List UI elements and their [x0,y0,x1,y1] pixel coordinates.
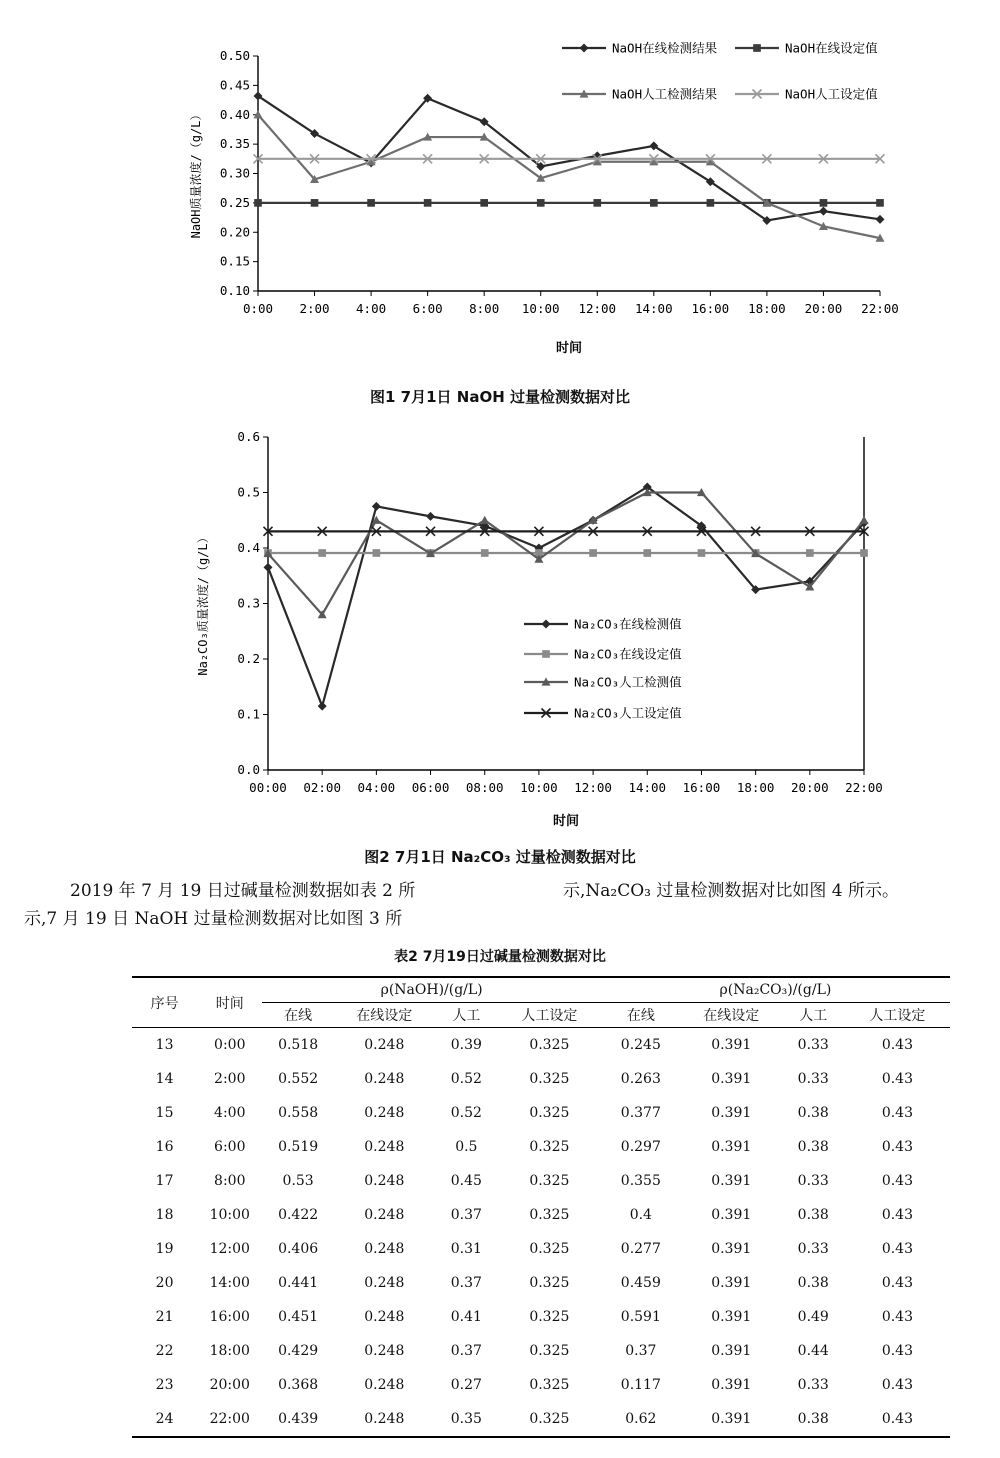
table-cell: 0.325 [529,1207,570,1223]
table-cell: 0.38 [782,1402,845,1437]
x-tick-label: 10:00 [520,780,558,795]
table-cell: 0.248 [364,1071,405,1087]
table-cell: 0.391 [711,1105,752,1121]
data-point [698,549,706,557]
table-cell: 0.33 [797,1071,829,1087]
data-point [481,549,489,557]
data-point [860,516,869,524]
table-cell: 0.441 [278,1275,319,1291]
data-point [650,199,658,207]
table-cell: 0.53 [282,1173,314,1189]
table-cell: 14:00 [209,1275,250,1291]
table-cell: 0.33 [797,1241,829,1257]
table-cell: 0.552 [278,1071,319,1087]
table-cell: 0.49 [797,1309,829,1325]
table-cell: 0.591 [620,1309,661,1325]
x-tick-label: 14:00 [634,301,673,316]
header-naoh-online: 在线 [262,1003,333,1028]
table-cell: 15 [155,1105,174,1121]
table-cell: 0.422 [278,1207,319,1223]
table-cell: 0.558 [278,1105,319,1121]
table-cell: 0.43 [881,1105,913,1121]
header-na2co3-online-set: 在线设定 [681,1003,782,1028]
data-point [589,549,597,557]
table-cell: 0.43 [881,1377,913,1393]
table-cell: 0.4 [629,1207,652,1223]
header-naoh-manual-set: 人工设定 [498,1003,601,1028]
table-cell: 18 [155,1207,174,1223]
y-tick-label: 0.3 [237,595,260,611]
table-cell: 0.391 [711,1037,752,1053]
table-cell: 0.391 [711,1309,752,1325]
table-cell: 0.368 [278,1377,319,1393]
data-point [860,549,868,557]
table-cell: 0.248 [364,1241,405,1257]
table-cell: 0.248 [364,1377,405,1393]
table-row [132,1368,950,1402]
x-tick-label: 06:00 [411,780,450,795]
table-cell: 14 [155,1071,174,1087]
x-tick-label: 16:00 [691,301,730,316]
table-cell: 16 [155,1139,174,1155]
x-tick-label: 02:00 [303,780,342,795]
data-point [318,702,327,711]
x-tick-label: 0:00 [242,301,274,316]
data-point [426,512,435,521]
na2co3-line-chart [0,425,1000,837]
x-tick-label: 12:00 [574,780,612,795]
table-cell: 0.43 [881,1275,913,1291]
x-tick-label: 20:00 [804,301,843,316]
table-row [132,1062,950,1096]
table-cell: 0.43 [881,1173,913,1189]
table-cell: 0.451 [278,1309,319,1325]
y-tick-label: 0.45 [219,77,250,93]
x-tick-label: 8:00 [469,301,500,316]
table-cell: 0.391 [711,1207,752,1223]
x-tick-label: 08:00 [465,780,504,795]
x-tick-label: 18:00 [748,301,786,316]
data-point [254,199,262,207]
table-cell: 0.391 [711,1275,752,1291]
legend-label: Na₂CO₃在线检测值 [574,616,682,632]
data-table [132,976,950,1438]
y-tick-label: 0.5 [237,484,260,500]
table-cell: 0.325 [529,1309,570,1325]
table-cell: 0.38 [797,1207,829,1223]
y-tick-label: 0.10 [219,283,250,298]
header-na2co3-online: 在线 [601,1003,681,1028]
table-cell: 0.5 [455,1139,478,1155]
table-cell: 0.325 [529,1071,570,1087]
x-tick-label: 2:00 [299,301,330,316]
table-cell: 0.391 [711,1343,752,1359]
y-tick-label: 0.4 [237,540,260,555]
data-point [593,199,601,207]
table-cell: 17 [155,1173,174,1189]
y-tick-label: 0.35 [219,136,250,152]
table-cell: 6:00 [214,1139,246,1155]
table-cell: 0.391 [711,1173,752,1189]
table-cell: 0.248 [364,1343,405,1359]
table-cell: 0.38 [797,1139,829,1155]
table-cell: 0.43 [881,1037,913,1053]
paragraph-line-2: 示,7 月 19 日 NaOH 过量检测数据对比如图 3 所 [24,909,403,929]
table-cell: 0.297 [620,1139,661,1155]
table-cell: 0.31 [450,1241,482,1257]
table-cell: 0.37 [450,1343,482,1359]
table-row [132,1096,950,1130]
data-point [264,563,273,572]
data-point [367,199,375,207]
table-cell: 0.33 [797,1037,829,1053]
x-tick-label: 04:00 [357,780,396,795]
table-cell: 0.406 [278,1241,319,1257]
table-cell: 22:00 [197,1402,262,1437]
table-cell: 20:00 [209,1377,250,1393]
table-cell: 0.117 [620,1377,661,1393]
data-point [806,549,814,557]
x-axis-title: 时间 [552,814,580,829]
table-cell: 0.62 [601,1402,681,1437]
table-cell: 0.277 [620,1241,661,1257]
table-cell: 0.391 [711,1071,752,1087]
figure-2-caption: 图2 7月1日 Na₂CO₃ 过量检测数据对比 [364,848,636,866]
legend-label: NaOH人工检测结果 [612,86,718,102]
table-cell: 22 [155,1343,174,1359]
table-cell: 10:00 [209,1207,250,1223]
table-cell: 0.43 [881,1071,913,1087]
table-cell: 0.248 [364,1207,405,1223]
table-cell: 0.39 [450,1037,482,1053]
legend-label: Na₂CO₃人工设定值 [574,705,682,721]
x-tick-label: 14:00 [628,780,667,795]
x-tick-label: 18:00 [736,780,775,795]
table-row [132,1300,950,1334]
table-caption: 表2 7月19日过碱量检测数据对比 [394,949,606,965]
x-tick-label: 00:00 [249,780,287,795]
data-point [819,207,828,216]
table-cell: 0.439 [262,1402,333,1437]
table-cell: 0.38 [797,1275,829,1291]
header-naoh-online-set: 在线设定 [334,1003,435,1028]
legend-label: NaOH人工设定值 [785,86,878,102]
table-cell: 0.377 [620,1105,661,1121]
table-cell: 0.518 [278,1037,319,1053]
table-cell: 18:00 [209,1343,250,1359]
table-cell: 0.248 [364,1139,405,1155]
x-tick-label: 22:00 [845,780,883,795]
x-tick-label: 10:00 [521,301,560,316]
header-naoh-manual: 人工 [435,1003,498,1028]
data-point [480,516,489,524]
table-cell: 0.325 [529,1139,570,1155]
y-tick-label: 0.40 [219,106,250,122]
table-cell: 0.27 [450,1377,482,1393]
table-cell: 13 [155,1037,174,1053]
table-cell: 23 [155,1377,174,1393]
legend-label: Na₂CO₃在线设定值 [574,646,682,662]
table-cell: 24 [132,1402,197,1437]
paragraph-line-1: 2019 年 7 月 19 日过碱量检测数据如表 2 所 [70,881,416,901]
table-cell: 0.44 [797,1343,829,1359]
table-cell: 0.325 [529,1241,570,1257]
data-point [372,502,381,511]
data-point [537,199,545,207]
table-cell: 0.33 [797,1173,829,1189]
table-cell: 0.37 [450,1275,482,1291]
table-cell: 0.325 [529,1173,570,1189]
naoh-line-chart [0,0,1000,372]
table-cell: 0.325 [529,1343,570,1359]
table-cell: 0.248 [364,1105,405,1121]
table-cell: 12:00 [209,1241,250,1257]
table-cell: 0.391 [681,1402,782,1437]
table-cell: 0.37 [625,1343,657,1359]
table-cell: 0.355 [620,1173,661,1189]
table-row [132,1266,950,1300]
x-tick-label: 20:00 [790,780,829,795]
legend-label: Na₂CO₃人工检测值 [574,674,682,690]
table-cell: 4:00 [214,1105,246,1121]
data-point [876,199,884,207]
x-tick-label: 16:00 [682,780,721,795]
table-cell: 0.33 [797,1377,829,1393]
table-cell: 0.391 [711,1139,752,1155]
y-axis-title: NaOH质量浓度/（g/L） [189,108,203,239]
y-tick-label: 0.1 [237,706,260,722]
legend-label: NaOH在线检测结果 [612,40,718,56]
data-point [542,620,551,629]
data-point [373,549,381,557]
legend-label: NaOH在线设定值 [785,40,878,56]
table-cell: 0.35 [435,1402,498,1437]
y-tick-label: 0.25 [219,194,250,210]
table-cell: 0.325 [498,1402,601,1437]
y-tick-label: 0.2 [237,651,260,666]
data-point [318,549,326,557]
table-cell: 21 [155,1309,174,1325]
table-cell: 0.45 [450,1173,482,1189]
header-na2co3-manual-set: 人工设定 [845,1003,950,1028]
table-cell: 0.43 [881,1241,913,1257]
table-cell: 8:00 [214,1173,246,1189]
paragraph-line-3: 示,Na₂CO₃ 过量检测数据对比如图 4 所示。 [563,881,900,901]
table-row [132,1028,950,1063]
table-cell: 0.43 [881,1139,913,1155]
table-cell: 0.43 [881,1207,913,1223]
table-row [132,1232,950,1266]
table-cell: 0.248 [364,1309,405,1325]
x-axis-title: 时间 [555,341,583,356]
table-cell: 0.38 [797,1105,829,1121]
table-cell: 0.52 [450,1105,482,1121]
header-na2co3-manual: 人工 [782,1003,845,1028]
y-axis-title: Na₂CO₃质量浓度/（g/L） [196,531,210,676]
header-group-na2co3: ρ(Na₂CO₃)/(g/L) [601,977,950,1003]
x-tick-label: 12:00 [578,301,617,316]
table-cell: 16:00 [209,1309,250,1325]
x-tick-label: 4:00 [356,301,387,316]
table-cell: 2:00 [214,1071,246,1087]
data-point [643,549,651,557]
table-cell: 0.325 [529,1105,570,1121]
table-cell: 0.248 [364,1037,405,1053]
data-point [311,199,319,207]
table-cell: 0.519 [278,1139,319,1155]
data-point [424,199,432,207]
data-point [876,215,885,224]
data-point [580,44,589,53]
table-cell: 0.325 [529,1037,570,1053]
table-cell: 0.459 [620,1275,661,1291]
y-tick-label: 0.20 [219,224,250,240]
table-cell: 0.391 [711,1241,752,1257]
table-cell: 0.248 [334,1402,435,1437]
y-tick-label: 0.15 [219,253,250,269]
x-tick-label: 22:00 [861,301,899,316]
data-point [753,44,761,52]
y-tick-label: 0.50 [219,48,250,63]
table-cell: 0.245 [620,1037,661,1053]
header-group-naoh: ρ(NaOH)/(g/L) [262,977,601,1003]
table-row [132,1164,950,1198]
y-tick-label: 0.0 [237,762,260,777]
table-cell: 0:00 [214,1037,246,1053]
table-cell: 0.43 [881,1309,913,1325]
data-point [542,650,550,658]
figure-1-caption: 图1 7月1日 NaOH 过量检测数据对比 [370,388,630,406]
table-cell: 0.41 [450,1309,482,1325]
data-point [820,199,828,207]
series-line [258,115,880,238]
table-cell: 0.52 [450,1071,482,1087]
y-tick-label: 0.30 [219,165,250,181]
table-cell: 0.325 [529,1377,570,1393]
header-no: 序号 [132,977,197,1028]
table-row [132,1334,950,1368]
table-cell: 0.391 [711,1377,752,1393]
table-cell: 0.263 [620,1071,661,1087]
table-cell: 0.37 [450,1207,482,1223]
data-point [707,199,715,207]
table-row [132,1402,950,1437]
data-point [480,199,488,207]
table-cell: 0.325 [529,1275,570,1291]
table-row [132,1130,950,1164]
table-cell: 0.43 [845,1402,950,1437]
x-tick-label: 6:00 [412,301,443,316]
table-cell: 19 [155,1241,174,1257]
table-cell: 20 [155,1275,174,1291]
table-row [132,1198,950,1232]
y-tick-label: 0.6 [237,429,260,444]
header-time: 时间 [197,977,262,1028]
table-cell: 0.248 [364,1275,405,1291]
table-cell: 0.43 [881,1343,913,1359]
series-line [268,487,864,706]
table-cell: 0.248 [364,1173,405,1189]
table-cell: 0.429 [278,1343,319,1359]
